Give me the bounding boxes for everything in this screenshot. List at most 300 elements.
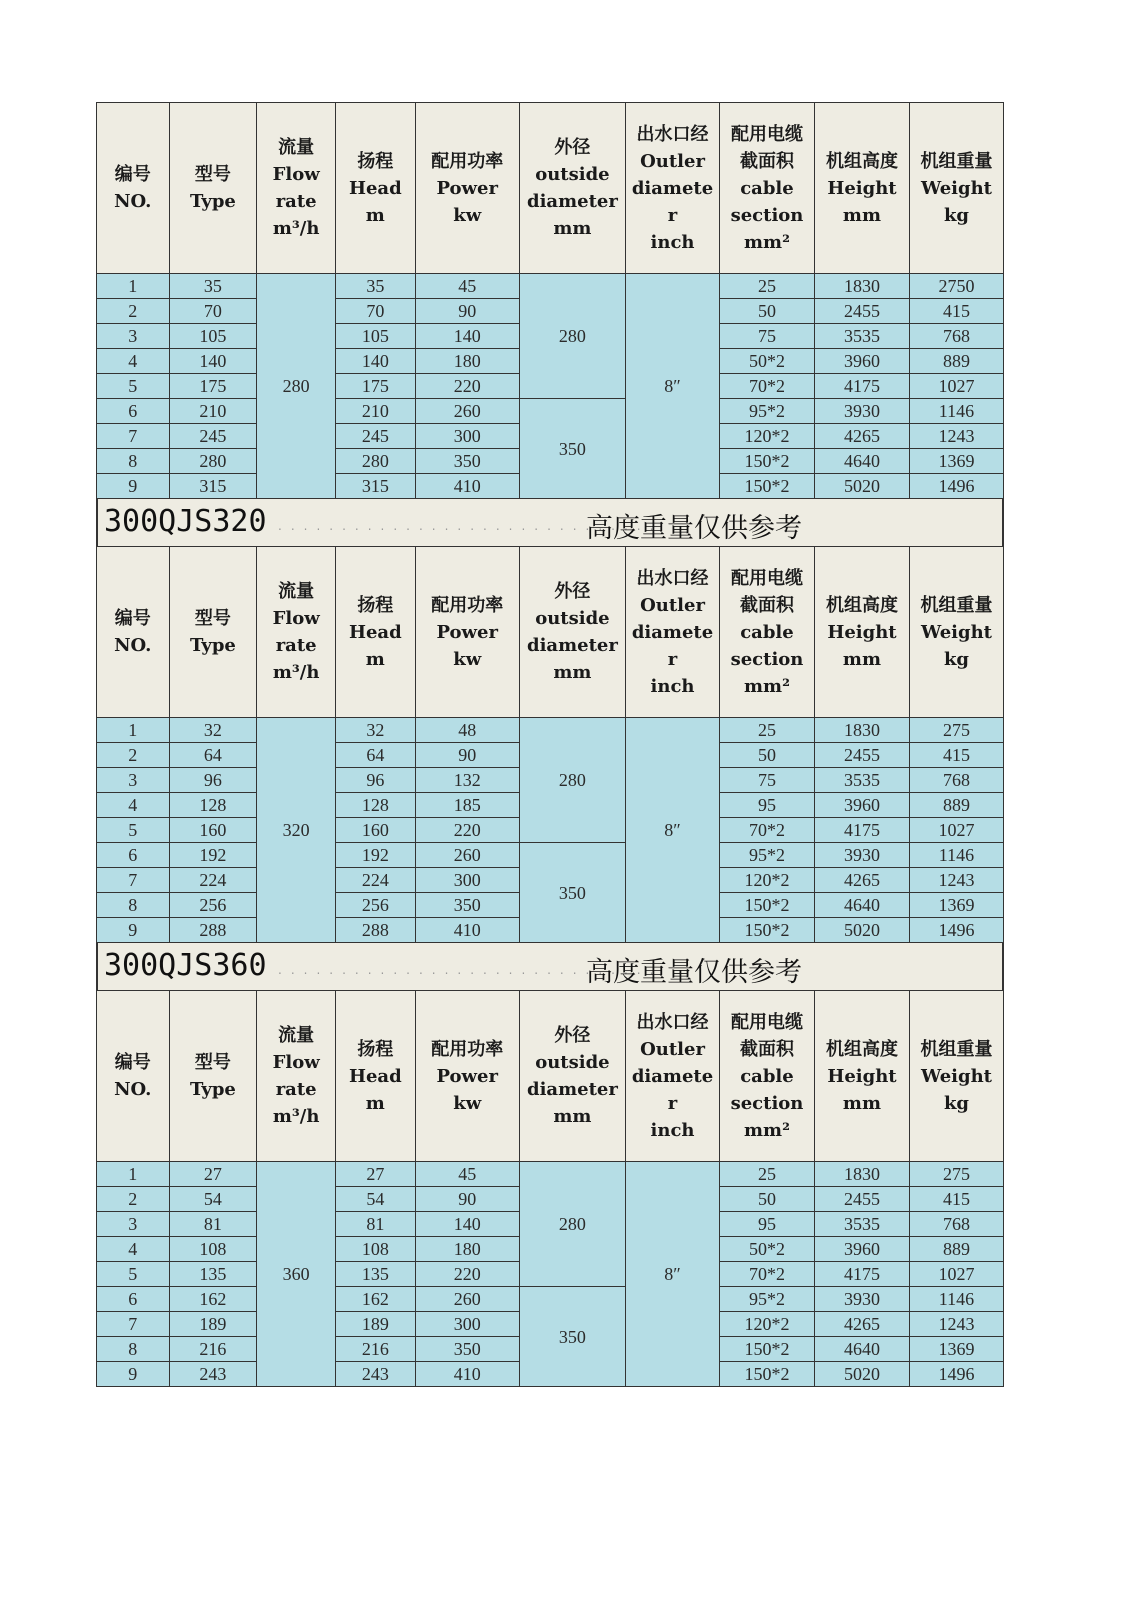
header-line: 流量 xyxy=(278,137,315,158)
header-line: cable xyxy=(740,177,794,199)
type-cell: 216 xyxy=(169,1337,257,1362)
header-line: Weight xyxy=(920,621,992,643)
weight-cell: 1496 xyxy=(909,1362,1003,1387)
power-cell: 260 xyxy=(415,1287,519,1312)
head-cell: 280 xyxy=(335,449,415,474)
header-line: Flow xyxy=(272,608,320,629)
type-cell: 64 xyxy=(169,743,257,768)
header-line: NO. xyxy=(114,635,152,656)
cable-section-cell: 95*2 xyxy=(719,1287,814,1312)
row-number-cell: 2 xyxy=(97,1187,170,1212)
header-line: 机组高度 xyxy=(825,150,898,172)
height-cell: 4175 xyxy=(814,818,909,843)
power-cell: 140 xyxy=(415,1212,519,1237)
power-cell: 90 xyxy=(415,743,519,768)
weight-cell: 1369 xyxy=(909,1337,1003,1362)
column-header xyxy=(626,547,720,718)
row-number-cell: 9 xyxy=(97,474,170,499)
height-cell: 1830 xyxy=(814,274,909,299)
weight-cell: 1146 xyxy=(909,399,1003,424)
outside-diameter-cell: 280 xyxy=(519,274,625,399)
header-line: inch xyxy=(650,1119,695,1141)
header-line: mm² xyxy=(743,675,790,697)
column-header xyxy=(335,547,415,718)
head-cell: 70 xyxy=(335,299,415,324)
weight-cell: 1369 xyxy=(909,893,1003,918)
height-cell: 2455 xyxy=(814,1187,909,1212)
column-header xyxy=(169,991,257,1162)
cable-section-cell: 150*2 xyxy=(719,918,814,943)
flow-rate-cell: 320 xyxy=(257,718,336,943)
height-cell: 4640 xyxy=(814,449,909,474)
cable-section-cell: 120*2 xyxy=(719,868,814,893)
row-number-cell: 2 xyxy=(97,743,170,768)
header-line: 出水口经 xyxy=(636,123,709,145)
header-line: Outler xyxy=(640,1038,705,1060)
height-cell: 5020 xyxy=(814,1362,909,1387)
row-number-cell: 3 xyxy=(97,768,170,793)
type-cell: 135 xyxy=(169,1262,257,1287)
header-line: diamete xyxy=(631,1065,714,1087)
row-number-cell: 7 xyxy=(97,424,170,449)
head-cell: 192 xyxy=(335,843,415,868)
row-number-cell: 3 xyxy=(97,324,170,349)
header-line: 机组高度 xyxy=(825,594,898,616)
type-cell: 245 xyxy=(169,424,257,449)
cable-section-cell: 120*2 xyxy=(719,1312,814,1337)
table-row xyxy=(97,1162,1004,1187)
cable-section-cell: 150*2 xyxy=(719,1362,814,1387)
row-number-cell: 2 xyxy=(97,299,170,324)
column-header xyxy=(909,991,1003,1162)
head-cell: 64 xyxy=(335,743,415,768)
header-line: 机组高度 xyxy=(825,1038,898,1060)
header-line: m³/h xyxy=(272,218,320,239)
height-cell: 4175 xyxy=(814,1262,909,1287)
type-cell: 27 xyxy=(169,1162,257,1187)
column-header xyxy=(169,103,257,274)
header-line: Outler xyxy=(640,150,705,172)
dotted-leader: .............................. xyxy=(278,963,663,977)
header-line: r xyxy=(667,648,678,670)
row-number-cell: 9 xyxy=(97,1362,170,1387)
cable-section-cell: 50*2 xyxy=(719,1237,814,1262)
header-line: 配用功率 xyxy=(431,150,504,172)
type-cell: 140 xyxy=(169,349,257,374)
header-line: outside xyxy=(535,164,610,185)
column-header xyxy=(626,103,720,274)
row-number-cell: 4 xyxy=(97,1237,170,1262)
table-row xyxy=(97,274,1004,299)
power-cell: 180 xyxy=(415,349,519,374)
header-line: kg xyxy=(943,648,969,670)
type-cell: 315 xyxy=(169,474,257,499)
column-header xyxy=(719,991,814,1162)
reference-note: 高度重量仅供参考 xyxy=(586,957,802,988)
head-cell: 162 xyxy=(335,1287,415,1312)
head-cell: 288 xyxy=(335,918,415,943)
height-cell: 3960 xyxy=(814,793,909,818)
weight-cell: 889 xyxy=(909,1237,1003,1262)
column-header xyxy=(169,547,257,718)
header-line: Outler xyxy=(640,594,705,616)
weight-cell: 415 xyxy=(909,1187,1003,1212)
head-cell: 108 xyxy=(335,1237,415,1262)
row-number-cell: 3 xyxy=(97,1212,170,1237)
height-cell: 3960 xyxy=(814,349,909,374)
cable-section-cell: 50 xyxy=(719,1187,814,1212)
type-cell: 105 xyxy=(169,324,257,349)
type-cell: 243 xyxy=(169,1362,257,1387)
power-cell: 410 xyxy=(415,918,519,943)
header-line: m xyxy=(365,1092,385,1114)
header-line: 扬程 xyxy=(357,150,394,172)
row-number-cell: 8 xyxy=(97,449,170,474)
cable-section-cell: 25 xyxy=(719,718,814,743)
type-cell: 160 xyxy=(169,818,257,843)
header-line: mm xyxy=(553,218,592,239)
type-cell: 256 xyxy=(169,893,257,918)
power-cell: 220 xyxy=(415,818,519,843)
weight-cell: 768 xyxy=(909,768,1003,793)
height-cell: 3535 xyxy=(814,768,909,793)
type-cell: 280 xyxy=(169,449,257,474)
column-header xyxy=(415,547,519,718)
cable-section-cell: 25 xyxy=(719,1162,814,1187)
row-number-cell: 4 xyxy=(97,793,170,818)
header-line: Weight xyxy=(920,1065,992,1087)
type-cell: 81 xyxy=(169,1212,257,1237)
weight-cell: 415 xyxy=(909,299,1003,324)
header-line: Head xyxy=(348,1065,402,1087)
flow-rate-cell: 360 xyxy=(257,1162,336,1387)
outside-diameter-cell: 280 xyxy=(519,1162,625,1287)
power-cell: 260 xyxy=(415,399,519,424)
power-cell: 45 xyxy=(415,274,519,299)
column-header xyxy=(814,547,909,718)
spec-block xyxy=(96,499,1004,943)
head-cell: 210 xyxy=(335,399,415,424)
header-line: section xyxy=(730,648,804,670)
header-line: Head xyxy=(348,177,402,199)
cable-section-cell: 70*2 xyxy=(719,1262,814,1287)
row-number-cell: 5 xyxy=(97,1262,170,1287)
outside-diameter-cell: 350 xyxy=(519,843,625,943)
header-line: rate xyxy=(275,635,317,656)
cable-section-cell: 70*2 xyxy=(719,374,814,399)
height-cell: 3535 xyxy=(814,324,909,349)
weight-cell: 1027 xyxy=(909,1262,1003,1287)
outside-diameter-cell: 350 xyxy=(519,399,625,499)
header-line: mm² xyxy=(743,1119,790,1141)
outside-diameter-cell: 350 xyxy=(519,1287,625,1387)
header-line: m xyxy=(365,204,385,226)
height-cell: 4640 xyxy=(814,893,909,918)
spec-table xyxy=(96,102,1004,499)
header-line: r xyxy=(667,204,678,226)
header-line: 截面积 xyxy=(739,150,794,172)
weight-cell: 1027 xyxy=(909,818,1003,843)
header-row xyxy=(97,991,1004,1162)
header-line: cable xyxy=(740,1065,794,1087)
header-line: outside xyxy=(535,1052,610,1073)
type-cell: 288 xyxy=(169,918,257,943)
head-cell: 189 xyxy=(335,1312,415,1337)
header-line: Flow xyxy=(272,164,320,185)
power-cell: 185 xyxy=(415,793,519,818)
header-line: 配用电缆 xyxy=(730,123,803,145)
cable-section-cell: 75 xyxy=(719,768,814,793)
header-line: 流量 xyxy=(278,1025,315,1046)
weight-cell: 275 xyxy=(909,718,1003,743)
header-line: 配用功率 xyxy=(431,594,504,616)
header-line: mm xyxy=(553,1106,592,1127)
cable-section-cell: 25 xyxy=(719,274,814,299)
type-cell: 192 xyxy=(169,843,257,868)
header-line: 机组重量 xyxy=(920,1038,993,1060)
table-row xyxy=(97,718,1004,743)
header-line: kg xyxy=(943,204,969,226)
reference-note: 高度重量仅供参考 xyxy=(586,513,802,544)
head-cell: 128 xyxy=(335,793,415,818)
header-line: section xyxy=(730,204,804,226)
cable-section-cell: 150*2 xyxy=(719,893,814,918)
weight-cell: 889 xyxy=(909,793,1003,818)
header-line: Type xyxy=(189,635,236,656)
header-line: kg xyxy=(943,1092,969,1114)
column-header xyxy=(335,991,415,1162)
header-line: cable xyxy=(740,621,794,643)
outlet-diameter-cell: 8″ xyxy=(626,1162,720,1387)
section-title-bar xyxy=(96,943,1004,990)
cable-section-cell: 150*2 xyxy=(719,449,814,474)
column-header xyxy=(814,991,909,1162)
head-cell: 54 xyxy=(335,1187,415,1212)
spec-table xyxy=(96,546,1004,943)
power-cell: 90 xyxy=(415,299,519,324)
header-line: Height xyxy=(827,177,897,199)
header-line: Type xyxy=(189,1079,236,1100)
header-line: 扬程 xyxy=(357,594,394,616)
header-line: 流量 xyxy=(278,581,315,602)
row-number-cell: 1 xyxy=(97,1162,170,1187)
row-number-cell: 5 xyxy=(97,374,170,399)
header-line: 型号 xyxy=(194,608,231,629)
power-cell: 180 xyxy=(415,1237,519,1262)
section-title-bar xyxy=(96,499,1004,546)
head-cell: 243 xyxy=(335,1362,415,1387)
power-cell: 48 xyxy=(415,718,519,743)
column-header xyxy=(909,103,1003,274)
column-header xyxy=(909,547,1003,718)
header-line: 型号 xyxy=(194,1052,231,1073)
head-cell: 81 xyxy=(335,1212,415,1237)
head-cell: 140 xyxy=(335,349,415,374)
weight-cell: 1369 xyxy=(909,449,1003,474)
header-line: rate xyxy=(275,191,317,212)
table-row xyxy=(97,1287,1004,1312)
header-line: 机组重量 xyxy=(920,150,993,172)
height-cell: 3960 xyxy=(814,1237,909,1262)
power-cell: 45 xyxy=(415,1162,519,1187)
power-cell: 350 xyxy=(415,449,519,474)
cable-section-cell: 95*2 xyxy=(719,399,814,424)
header-line: kw xyxy=(453,204,482,226)
cable-section-cell: 95 xyxy=(719,1212,814,1237)
power-cell: 260 xyxy=(415,843,519,868)
power-cell: 350 xyxy=(415,893,519,918)
row-number-cell: 5 xyxy=(97,818,170,843)
head-cell: 160 xyxy=(335,818,415,843)
outlet-diameter-cell: 8″ xyxy=(626,718,720,943)
spec-block xyxy=(96,102,1004,499)
weight-cell: 2750 xyxy=(909,274,1003,299)
height-cell: 2455 xyxy=(814,743,909,768)
header-line: mm xyxy=(842,1092,881,1114)
header-line: kw xyxy=(453,648,482,670)
height-cell: 3930 xyxy=(814,399,909,424)
cable-section-cell: 75 xyxy=(719,324,814,349)
header-line: mm xyxy=(553,662,592,683)
cable-section-cell: 50 xyxy=(719,743,814,768)
power-cell: 140 xyxy=(415,324,519,349)
header-line: mm² xyxy=(743,231,790,253)
head-cell: 245 xyxy=(335,424,415,449)
weight-cell: 1243 xyxy=(909,868,1003,893)
weight-cell: 415 xyxy=(909,743,1003,768)
header-line: 外径 xyxy=(554,581,591,602)
cable-section-cell: 95 xyxy=(719,793,814,818)
row-number-cell: 6 xyxy=(97,1287,170,1312)
column-header xyxy=(415,991,519,1162)
header-line: 配用电缆 xyxy=(730,1011,803,1033)
header-line: diamete xyxy=(631,177,714,199)
head-cell: 216 xyxy=(335,1337,415,1362)
spec-table xyxy=(96,990,1004,1387)
header-line: 出水口经 xyxy=(636,567,709,589)
spec-document xyxy=(96,102,1004,1387)
height-cell: 5020 xyxy=(814,474,909,499)
column-header xyxy=(814,103,909,274)
header-line: Power xyxy=(436,177,498,199)
power-cell: 410 xyxy=(415,1362,519,1387)
header-line: kw xyxy=(453,1092,482,1114)
row-number-cell: 8 xyxy=(97,1337,170,1362)
weight-cell: 1146 xyxy=(909,843,1003,868)
head-cell: 105 xyxy=(335,324,415,349)
flow-rate-cell: 280 xyxy=(257,274,336,499)
header-line: r xyxy=(667,1092,678,1114)
header-line: 编号 xyxy=(114,608,151,629)
column-header xyxy=(415,103,519,274)
head-cell: 96 xyxy=(335,768,415,793)
header-line: Power xyxy=(436,1065,498,1087)
outlet-diameter-cell: 8″ xyxy=(626,274,720,499)
height-cell: 1830 xyxy=(814,718,909,743)
power-cell: 90 xyxy=(415,1187,519,1212)
type-cell: 70 xyxy=(169,299,257,324)
column-header xyxy=(719,547,814,718)
row-number-cell: 1 xyxy=(97,718,170,743)
head-cell: 27 xyxy=(335,1162,415,1187)
header-line: 外径 xyxy=(554,137,591,158)
height-cell: 4265 xyxy=(814,868,909,893)
type-cell: 35 xyxy=(169,274,257,299)
power-cell: 220 xyxy=(415,1262,519,1287)
row-number-cell: 4 xyxy=(97,349,170,374)
power-cell: 220 xyxy=(415,374,519,399)
weight-cell: 1243 xyxy=(909,1312,1003,1337)
header-line: 外径 xyxy=(554,1025,591,1046)
weight-cell: 889 xyxy=(909,349,1003,374)
header-line: m³/h xyxy=(272,662,320,683)
header-line: outside xyxy=(535,608,610,629)
model-name: 300QJS320 xyxy=(104,504,267,539)
weight-cell: 1146 xyxy=(909,1287,1003,1312)
dotted-leader: .............................. xyxy=(278,519,663,533)
weight-cell: 768 xyxy=(909,1212,1003,1237)
header-line: 截面积 xyxy=(739,594,794,616)
column-header xyxy=(257,547,336,718)
row-number-cell: 8 xyxy=(97,893,170,918)
header-line: NO. xyxy=(114,191,152,212)
weight-cell: 1027 xyxy=(909,374,1003,399)
type-cell: 54 xyxy=(169,1187,257,1212)
head-cell: 256 xyxy=(335,893,415,918)
header-line: diameter xyxy=(527,1079,618,1100)
head-cell: 35 xyxy=(335,274,415,299)
header-line: Type xyxy=(189,191,236,212)
header-line: inch xyxy=(650,675,695,697)
height-cell: 4265 xyxy=(814,424,909,449)
column-header xyxy=(519,547,625,718)
row-number-cell: 1 xyxy=(97,274,170,299)
type-cell: 108 xyxy=(169,1237,257,1262)
header-line: diamete xyxy=(631,621,714,643)
cable-section-cell: 50*2 xyxy=(719,349,814,374)
header-line: mm xyxy=(842,204,881,226)
power-cell: 350 xyxy=(415,1337,519,1362)
header-line: 扬程 xyxy=(357,1038,394,1060)
type-cell: 32 xyxy=(169,718,257,743)
height-cell: 3930 xyxy=(814,843,909,868)
outside-diameter-cell: 280 xyxy=(519,718,625,843)
head-cell: 315 xyxy=(335,474,415,499)
cable-section-cell: 150*2 xyxy=(719,1337,814,1362)
header-line: 出水口经 xyxy=(636,1011,709,1033)
spec-block xyxy=(96,943,1004,1387)
power-cell: 300 xyxy=(415,424,519,449)
header-line: 配用电缆 xyxy=(730,567,803,589)
head-cell: 32 xyxy=(335,718,415,743)
header-line: 型号 xyxy=(194,164,231,185)
column-header xyxy=(97,103,170,274)
header-line: m³/h xyxy=(272,1106,320,1127)
column-header xyxy=(97,991,170,1162)
header-line: mm xyxy=(842,648,881,670)
model-name: 300QJS360 xyxy=(104,948,267,983)
header-line: Head xyxy=(348,621,402,643)
header-line: NO. xyxy=(114,1079,152,1100)
height-cell: 5020 xyxy=(814,918,909,943)
power-cell: 410 xyxy=(415,474,519,499)
header-line: Height xyxy=(827,1065,897,1087)
row-number-cell: 7 xyxy=(97,868,170,893)
height-cell: 4175 xyxy=(814,374,909,399)
header-line: diameter xyxy=(527,635,618,656)
header-line: 机组重量 xyxy=(920,594,993,616)
height-cell: 4640 xyxy=(814,1337,909,1362)
